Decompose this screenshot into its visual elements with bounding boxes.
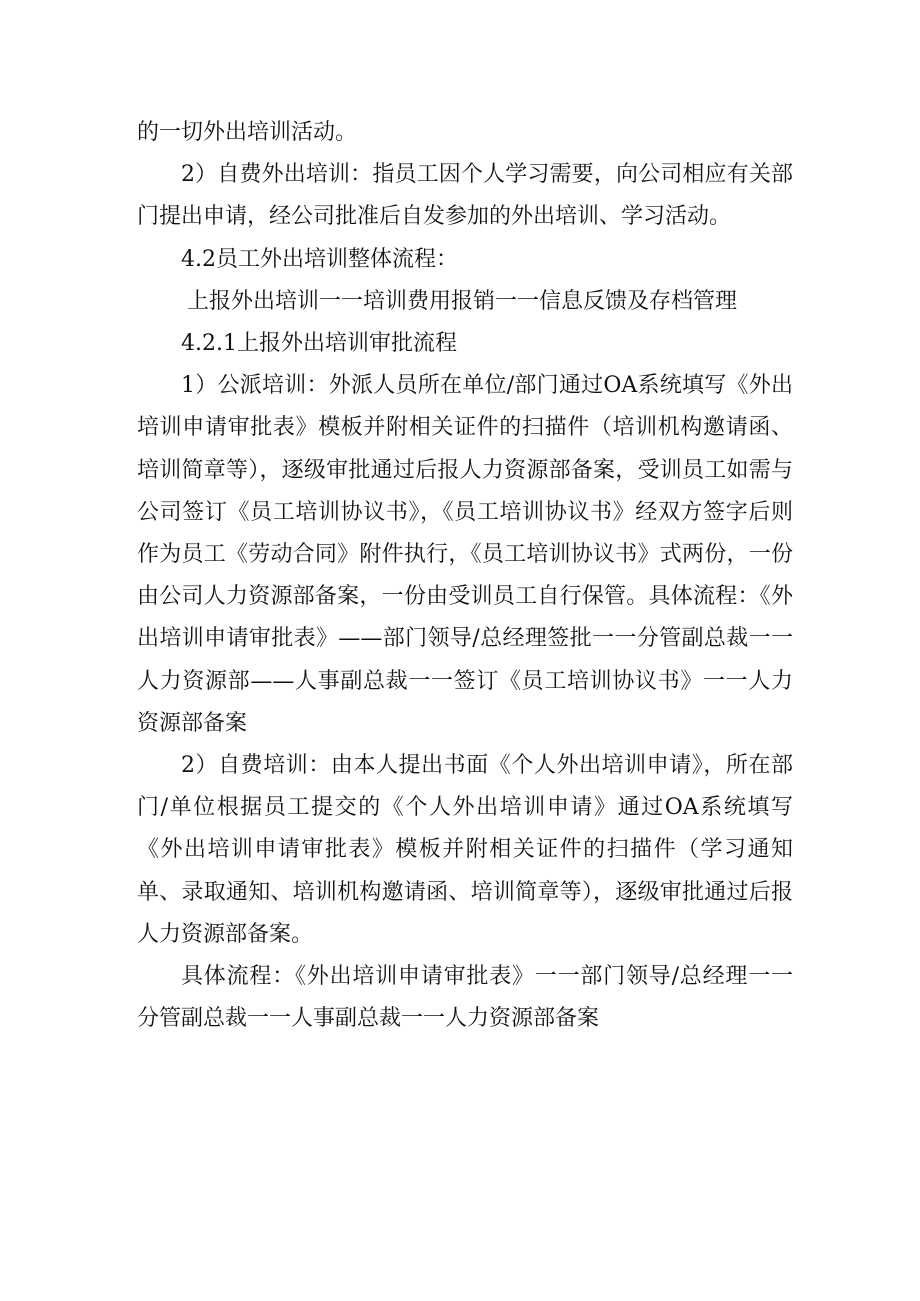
paragraph-self-funded-flow: 具体流程：《外出培训申请审批表》一一部门领导/总经理一一分管副总裁一一人事副总裁一一人力资源部备案 xyxy=(137,964,793,1032)
section-heading-4-2: 4.2员工外出培训整体流程： xyxy=(181,246,458,272)
paragraph-dispatched-training: 1）公派培训：外派人员所在单位/部门通过OA系统填写《外出培训申请审批表》模板并附相关证件的扫描件（培训机构邀请函、培训简章等），逐级审批通过后报人力资源部备案，受训员工如需与公司签订《员工培训协议书》，《员工培训协议书》经双方签字后则作为员工《劳动合同》附件执行，《员工培训协议书》式两份，一份由公司人力资源部备案，一份由受训员工自行保管。具体流程：《外出培训申请审批表》——部门领导/总经理签批一一分管副总裁一一人力资源部——人事副总裁一一签订《员工培训协议书》一一人力资源部备案 xyxy=(137,373,793,736)
paragraph-self-funded-training-definition: 2）自费外出培训：指员工因个人学习需要，向公司相应有关部门提出申请，经公司批准后自发参加的外出培训、学习活动。 xyxy=(137,162,793,230)
document-body xyxy=(137,112,793,1040)
paragraph-continuation: 的一切外出培训活动。 xyxy=(137,120,358,145)
overall-flow-line: 上报外出培训一一培训费用报销一一信息反馈及存档管理 xyxy=(187,288,738,314)
section-heading-4-2-1: 4.2.1上报外出培训审批流程 xyxy=(181,331,457,357)
paragraph-self-funded-training: 2）自费培训：由本人提出书面《个人外出培训申请》，所在部门/单位根据员工提交的《个人外出培训申请》通过OA系统填写《外出培训申请审批表》模板并附相关证件的扫描件（学习通知单、录取通知、培训机构邀请函、培训简章等），逐级审批通过后报人力资源部备案。 xyxy=(137,753,793,947)
